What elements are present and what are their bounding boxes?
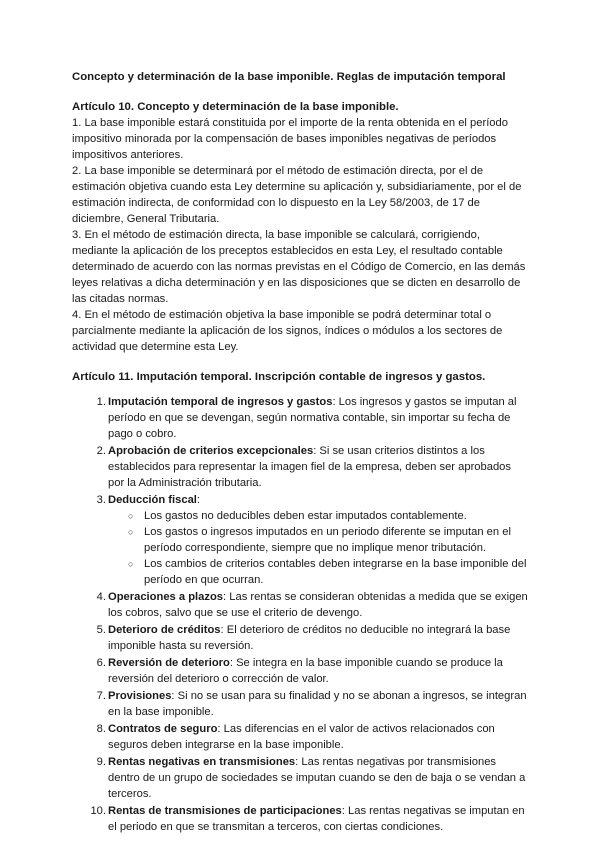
article-10-paragraph: 4. En el método de estimación objetiva la base imponible se podrá determinar total o parcialmente mediante la aplicación de los signos, índices o módulos a los sectores de actividad que determine esta Ley. (72, 309, 503, 353)
item-number: 1. (96, 396, 106, 408)
item-term: Aprobación de criterios excepcionales (108, 445, 314, 457)
sub-list-item (128, 508, 528, 524)
item-term: Rentas de transmisiones de participaciones (108, 805, 342, 817)
item-term: Deducción fiscal (108, 494, 197, 506)
sub-item-text: Los cambios de criterios contables deben integrarse en la base imponible del período en que ocurran. (144, 558, 527, 586)
sub-list-item (128, 556, 528, 588)
deduccion-sublist (108, 508, 528, 588)
hollow-bullet-icon: ○ (128, 527, 134, 537)
item-text: : Se integra en la base imponible cuando se produce la reversión del deterioro o corrección de valor. (108, 657, 503, 685)
item-term: Deterioro de créditos (108, 624, 221, 636)
article-10-paragraph: 1. La base imponible estará constituida por el importe de la renta obtenida en el período impositivo minorada por la compensación de bases imponibles negativas de períodos impositivos anteriores. (72, 117, 508, 161)
item-text: : Los ingresos y gastos se imputan al período en que se devengan, según normativa contable, sin importar su fecha de pago o cobro. (108, 396, 517, 440)
sub-list-item (128, 524, 528, 556)
item-text: : El deterioro de créditos no deducible no integrará la base imponible hasta su reversión. (108, 624, 511, 652)
item-term: Contratos de seguro (108, 723, 218, 735)
list-item (96, 589, 528, 621)
item-number: 9. (96, 756, 106, 768)
hollow-bullet-icon: ○ (128, 511, 134, 521)
hollow-bullet-icon: ○ (128, 559, 134, 569)
list-item (96, 721, 528, 753)
item-term: Rentas negativas en transmisiones (108, 756, 296, 768)
article-11-heading: Artículo 11. Imputación temporal. Inscripción contable de ingresos y gastos. (72, 371, 486, 383)
list-item (90, 803, 528, 835)
item-term: Imputación temporal de ingresos y gastos (108, 396, 333, 408)
item-number: 4. (96, 591, 106, 603)
item-text: : Las rentas se consideran obtenidas a medida que se exigen los cobros, salvo que se use el criterio de devengo. (108, 591, 528, 619)
list-item (96, 754, 528, 802)
list-item (96, 622, 528, 654)
article-10-paragraph: 3. En el método de estimación directa, la base imponible se calculará, corrigiendo, mediante la aplicación de los preceptos establecidos en esta Ley, el resultado contable determinado de acuerdo con las normas previstas en el Código de Comercio, en las demás leyes relativas a dicha determinación y en las disposiciones que se dicten en desarrollo de las citadas normas. (72, 229, 526, 305)
item-text: : (196, 494, 201, 506)
article-10-paragraph: 2. La base imponible se determinará por el método de estimación directa, por el de estimación objetiva cuando esta Ley determine su aplicación y, subsidiariamente, por el de estimación indirecta, de conformidad con lo dispuesto en la Ley 58/2003, de 17 de diciembre, General Tributaria. (72, 165, 522, 225)
list-item (96, 443, 528, 491)
article-10-heading: Artículo 10. Concepto y determinación de la base imponible. (72, 101, 399, 113)
item-text: : Las diferencias en el valor de activos relacionados con seguros deben integrarse en la base imponible. (108, 723, 495, 751)
sub-item-text: Los gastos no deducibles deben estar imputados contablemente. (144, 510, 467, 522)
item-number: 5. (96, 624, 106, 636)
article-11-list (72, 394, 528, 835)
list-item (96, 655, 528, 687)
list-item (96, 688, 528, 720)
item-number: 3. (96, 494, 106, 506)
list-item (96, 492, 528, 588)
document-title: Concepto y determinación de la base imponible. Reglas de imputación temporal (72, 71, 506, 83)
item-text: : Las rentas negativas por transmisiones dentro de un grupo de sociedades se imputan cuando se den de baja o se vendan a terceros. (108, 756, 526, 800)
item-number: 8. (96, 723, 106, 735)
item-number: 6. (96, 657, 106, 669)
sub-item-text: Los gastos o ingresos imputados en un periodo diferente se imputan en el período correspondiente, siempre que no implique menor tributación. (144, 526, 511, 554)
list-item (96, 394, 528, 442)
item-text: : Si se usan criterios distintos a los establecidos para representar la imagen fiel de la empresa, deben ser aprobados por la Administración tributaria. (108, 445, 511, 489)
item-number: 2. (96, 445, 106, 457)
item-number: 7. (96, 690, 106, 702)
item-term: Provisiones (108, 690, 172, 702)
item-term: Reversión de deterioro (108, 657, 230, 669)
item-text: : Las rentas negativas se imputan en el periodo en que se transmitan a terceros, con ciertas condiciones. (108, 805, 525, 833)
item-term: Operaciones a plazos (108, 591, 224, 603)
item-number: 10. (90, 805, 106, 817)
item-text: : Si no se usan para su finalidad y no se abonan a ingresos, se integran en la base imponible. (108, 690, 527, 718)
